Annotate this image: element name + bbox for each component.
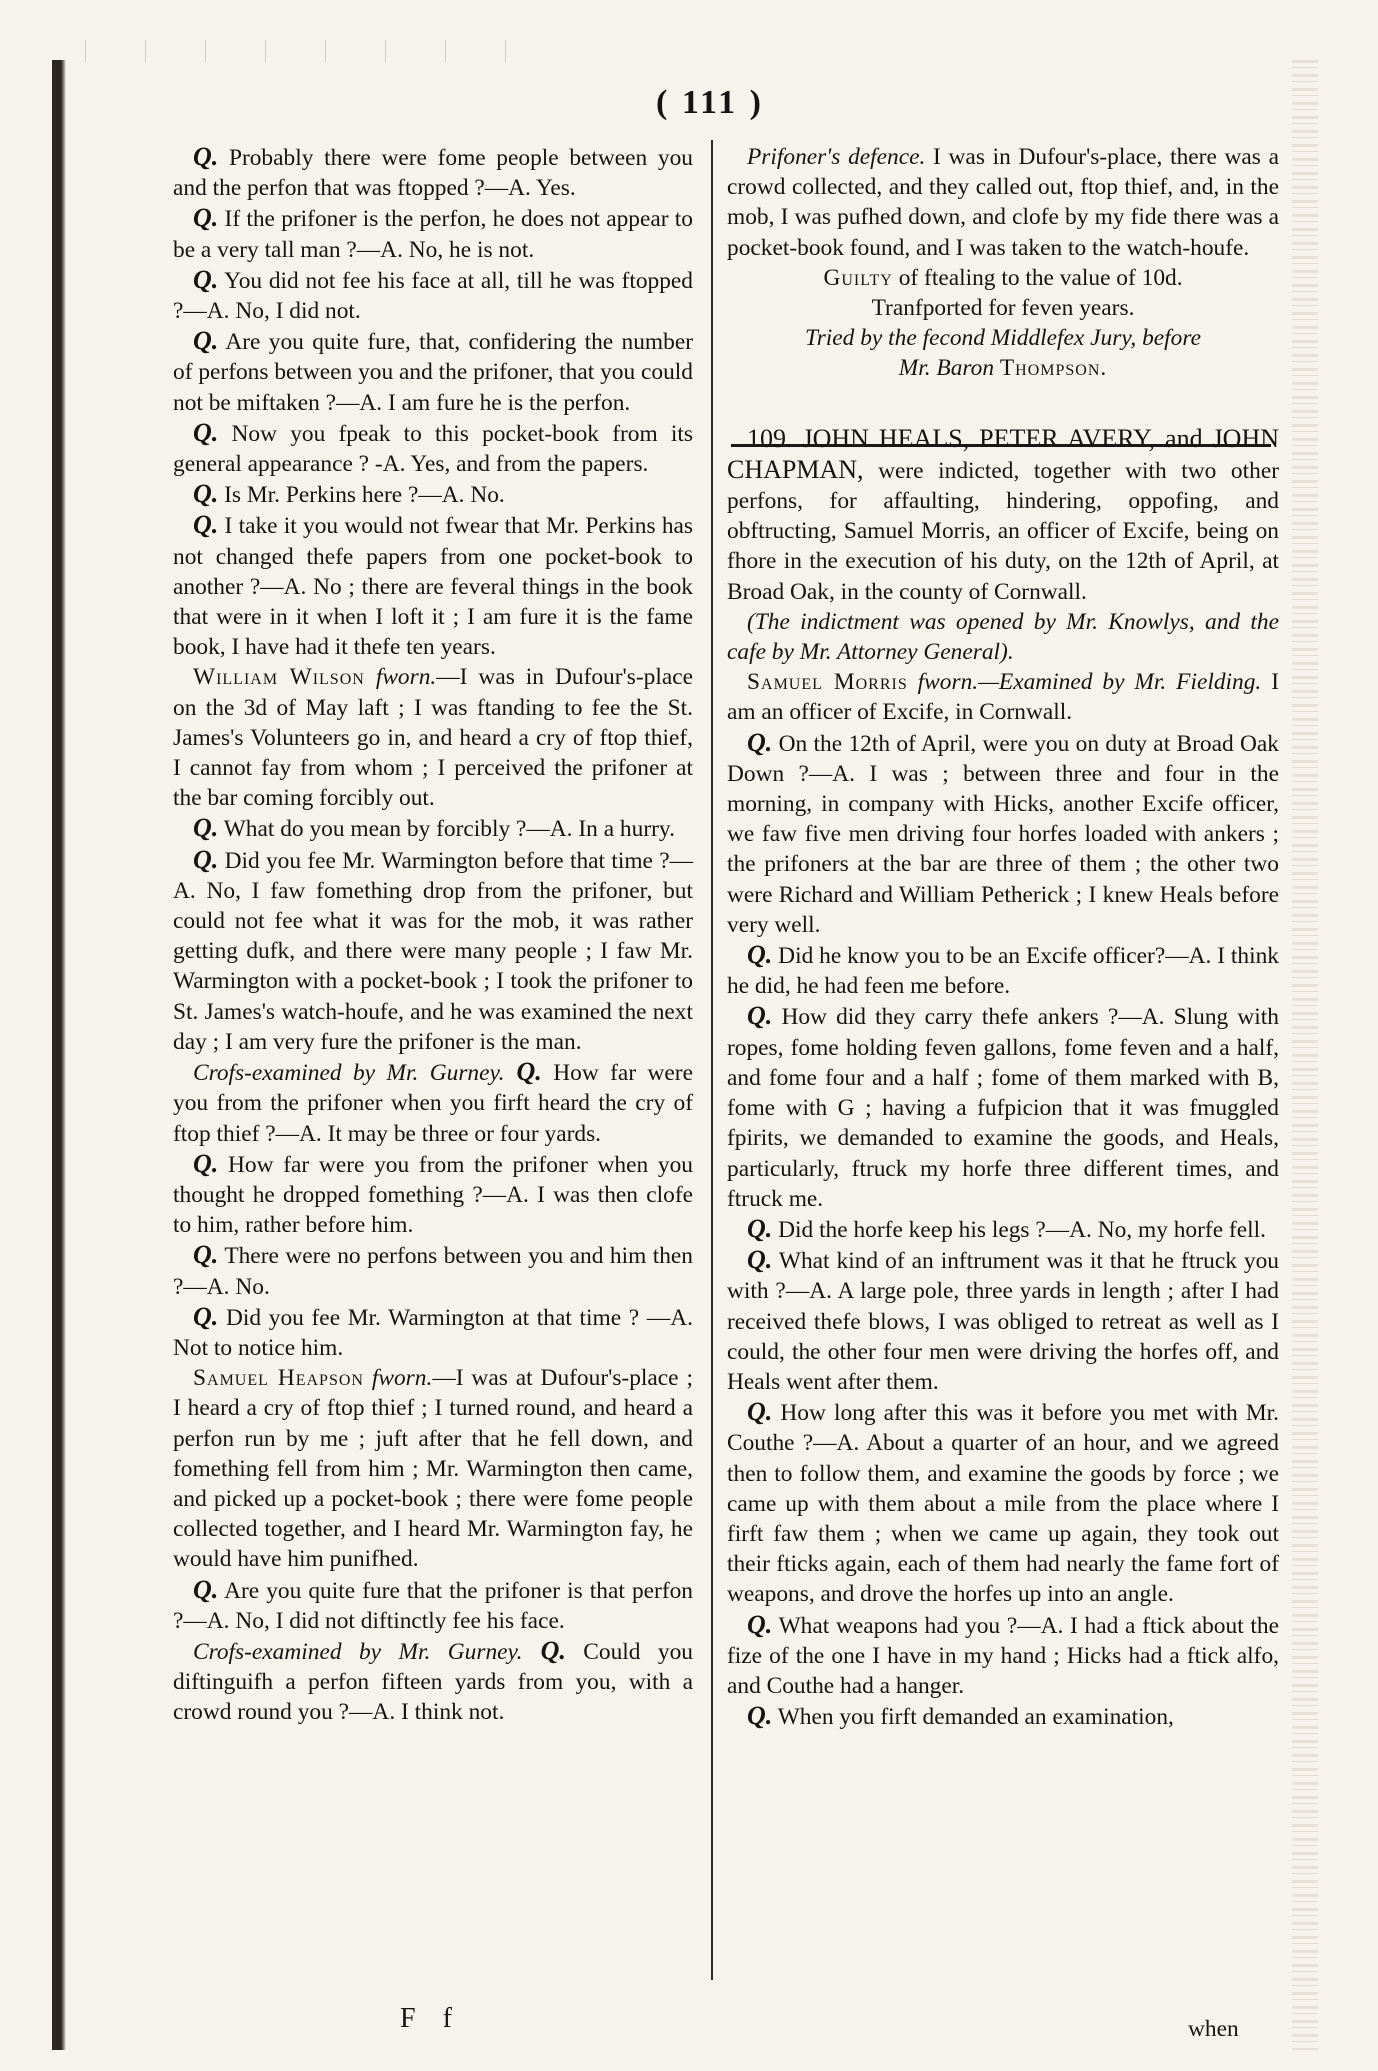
paragraph: Q. Now you fpeak to this pocket-book from its general appearance ? -A. Yes, and from the papers. — [173, 417, 693, 478]
paragraph: Q. What do you mean by forcibly ?—A. In a hurry. — [193, 813, 675, 843]
paragraph: Q. Did you fee Mr. Warmington at that time ? —A. Not to notice him. — [173, 1301, 693, 1361]
right-column — [727, 142, 1279, 1732]
paragraph: Q. Are you quite fure that the prifoner is that perfon ?—A. No, I did not diftinctly fee his face. — [173, 1574, 693, 1634]
witness-paragraph: Samuel Morris fworn.—Examined by Mr. Fielding. I am an officer of Excife, in Cornwall. — [727, 669, 1279, 726]
paragraph: Q. How did they carry thefe ankers ?—A. Slung with ropes, fome holding feven gallons, fome feven and a half, and fome four and a half ; fome of them marked with B, fome with G ; having a fufpicion that it was fmuggled fpirits, we demanded to examine the goods, and Heals, particularly, ftruck my horfe three different times, and ftruck me. — [727, 1001, 1279, 1212]
case-heading: 109. JOHN HEALS, PETER AVERY, and JOHN CHAPMAN, were indicted, together with two other perfons, for affaulting, hindering, oppofing, and obftructing, Samuel Morris, an officer of Excife, being on fhore in the execution of his duty, on the 12th of April, at Broad Oak, in the county of Cornwall. — [727, 423, 1279, 605]
cross-examination-paragraph: Crofs-examined by Mr. Gurney. Q. How far were you from the prifoner when you firft heard the cry of ftop thief ?—A. It may be three or four yards. — [173, 1057, 693, 1147]
paragraph: Q. Probably there were fome people between you and the perfon that was ftopped ?—A. Yes. — [173, 142, 693, 202]
paragraph: Q. When you firft demanded an examination, — [747, 1701, 1174, 1731]
paragraph: Q. Are you quite fure, that, confidering the number of perfons between you and the prifoner, that you could not be miftaken ?—A. I am fure he is the perfon. — [173, 326, 693, 416]
verdict: Guilty of ftealing to the value of 10d. — [823, 264, 1183, 291]
page-gutter-shadow — [52, 60, 66, 2050]
sentence: Tranfported for feven years. — [871, 295, 1135, 322]
paragraph: Q. Did he know you to be an Excife officer?—A. I think he did, he had feen me before. — [727, 940, 1279, 1000]
witness-paragraph: Samuel Heapson fworn.—I was at Dufour's-place ; I heard a cry of ftop thief ; I turned round, and heard a perfon run by me ; juft after that he fell down, and fomething fell from him ; Mr. Warmington then came, and picked up a pocket-book ; there were fome people collected together, and I heard Mr. Warmington fay, he would have him punifhed. — [173, 1365, 693, 1573]
page-edge-noise — [60, 40, 560, 62]
signature-mark: F f — [400, 2003, 462, 2034]
left-column — [173, 142, 693, 1728]
paragraph: Q. I take it you would not fwear that Mr. Perkins has not changed thefe papers from one pocket-book to another ?—A. No ; there are feveral things in the book that were in it when I loft it ; I am fure it is the fame book, I have had it thefe ten years. — [173, 510, 693, 661]
paragraph: Q. How long after this was it before you met with Mr. Couthe ?—A. About a quarter of an hour, and we agreed then to follow them, and examine the goods by force ; we came up with them about a mile from the place where I firft faw them ; when we came up again, they took out their fticks again, each of them had nearly the fame fort of weapons, and drove the horfes up into an angle. — [727, 1397, 1279, 1608]
paragraph: Q. There were no perfons between you and him then ?—A. No. — [173, 1240, 693, 1300]
paragraph: Q. Did you fee Mr. Warmington before that time ?—A. No, I faw fomething drop from the prifoner, but could not fee what it was for the mob, it was rather getting dufk, and there were many people ; I faw Mr. Warmington with a pocket-book ; I took the prifoner to St. James's watch-houfe, and he was examined the next day ; I am very fure the prifoner is the man. — [173, 844, 693, 1055]
judge: Mr. Baron Thompson. — [898, 355, 1108, 382]
catchword: when — [1188, 2016, 1239, 2042]
column-divider — [711, 140, 713, 1980]
indictment-note: (The indictment was opened by Mr. Knowlys, and the cafe by Mr. Attorney General). — [727, 608, 1279, 666]
binding-edge — [1292, 60, 1318, 2050]
page-number: ( 111 ) — [656, 84, 764, 121]
paragraph: Q. On the 12th of April, were you on duty at Broad Oak Down ?—A. I was ; between three and four in the morning, in company with Hicks, another Excife officer, we faw five men driving four horfes loaded with ankers ; the prifoners at the bar are three of them ; the other two were Richard and William Petherick ; I knew Heals before very well. — [727, 727, 1279, 938]
paragraph: Q. If the prifoner is the perfon, he does not appear to be a very tall man ?—A. No, he is not. — [173, 203, 693, 263]
paragraph: Q. You did not fee his face at all, till he was ftopped ?—A. No, I did not. — [173, 264, 693, 325]
paragraph: Q. How far were you from the prifoner when you thought he dropped fomething ?—A. I was then clofe to him, rather before him. — [173, 1148, 693, 1239]
prisoner-defence: Prifoner's defence. I was in Dufour's-place, there was a crowd collected, and they called out, ftop thief, and, in the mob, I was pufhed down, and clofe by my fide there was a pocket-book found, and I was taken to the watch-houfe. — [727, 144, 1279, 261]
paragraph: Q. What kind of an inftrument was it that he ftruck you with ?—A. A large pole, three yards in length ; after I had received thefe blows, I was obliged to retreat as well as I could, the other four men were driving the horfes off, and Heals went after them. — [727, 1245, 1279, 1395]
paragraph: Q. What weapons had you ?—A. I had a ftick about the fize of the one I have in my hand ; Hicks had a ftick alfo, and Couthe had a hanger. — [727, 1609, 1279, 1699]
tried-by: Tried by the fecond Middlefex Jury, before — [804, 325, 1201, 352]
witness-paragraph: William Wilson fworn.—I was in Dufour's-place on the 3d of May laft ; I was ftanding to fee the St. James's Volunteers go in, and heard a cry of ftop thief, I cannot fay from whom ; I perceived the prifoner at the bar coming forcibly out. — [173, 664, 693, 812]
paragraph: Q. Is Mr. Perkins here ?—A. No. — [193, 479, 505, 509]
paragraph: Q. Did the horfe keep his legs ?—A. No, my horfe fell. — [747, 1213, 1266, 1243]
cross-examination-paragraph: Crofs-examined by Mr. Gurney. Q. Could you diftinguifh a perfon fifteen yards from you, with a crowd round you ?—A. I think not. — [173, 1635, 694, 1726]
